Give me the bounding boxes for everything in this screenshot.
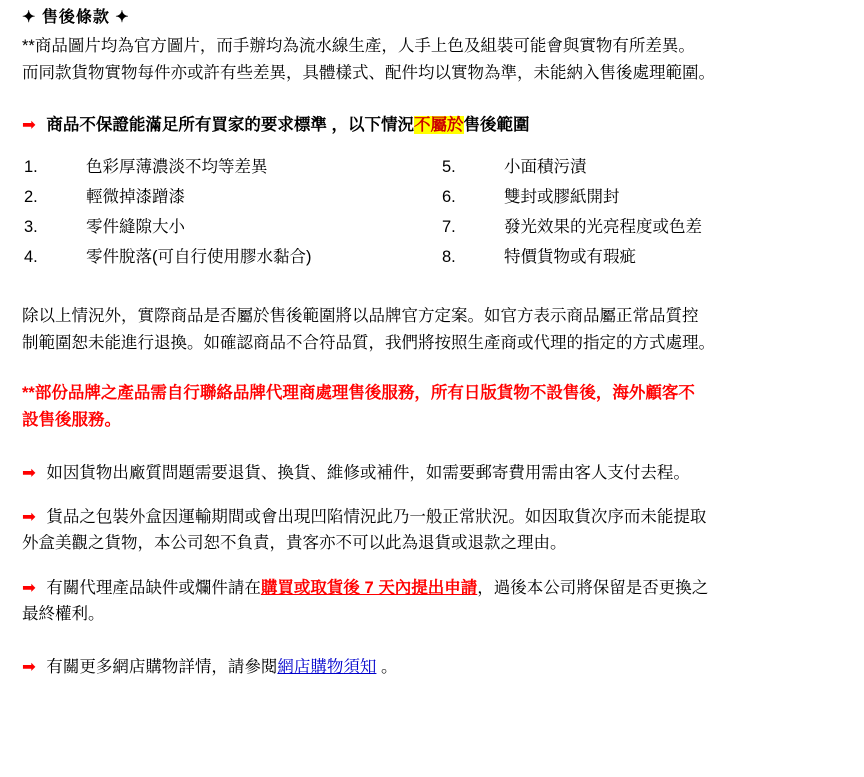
- list-item-number: 8.: [442, 247, 456, 266]
- list-item: [442, 243, 702, 273]
- page-title: ✦ 售後條款 ✦: [22, 9, 130, 26]
- list-item: [442, 213, 702, 243]
- list-item-number: 4.: [24, 247, 38, 266]
- list-item: [442, 183, 702, 213]
- arrow-icon: ➡: [22, 508, 36, 527]
- arrow-icon: ➡: [22, 657, 36, 676]
- scope-paragraph-line-1: 除以上情況外，實際商品是否屬於售後範圍將以品牌官方定案。如官方表示商品屬正常品質控: [22, 306, 699, 325]
- list-item-label: 特價貨物或有瑕疵: [504, 247, 636, 266]
- aftersales-terms-document: [0, 4, 864, 777]
- bullet-missing-parts-line-2: 最終權利。: [22, 605, 105, 624]
- list-item-label: 小面積污漬: [504, 157, 587, 176]
- list-item-number: 7.: [442, 217, 456, 236]
- list-item: [24, 183, 312, 213]
- scope-paragraph-line-2: 制範圍恕未能進行退換。如確認商品不合符品質，我們將按照生產商或代理的指定的方式處理。: [22, 333, 715, 352]
- shop-guide-link[interactable]: 網店購物須知: [277, 657, 377, 676]
- intro-line-1: **商品圖片均為官方圖片，而手辦均為流水線生產，人手上色及組裝可能會與實物有所差異。: [22, 37, 695, 55]
- list-item: [442, 153, 702, 183]
- list-item-number: 2.: [24, 187, 38, 206]
- list-item-label: 零件脫落(可自行使用膠水黏合): [86, 247, 312, 266]
- bullet-shipping-fee-text: 如因貨物出廠質問題需要退貨、換貨、維修或補件，如需要郵寄費用需由客人支付去程。: [46, 463, 690, 482]
- red-notice-line-1: **部份品牌之產品需自行聯絡品牌代理商處理售後服務，所有日版貨物不設售後，海外顧客不: [22, 384, 695, 403]
- bullet-missing-parts-text-before: 有關代理產品缺件或爛件請在: [46, 578, 261, 597]
- scope-notice: [22, 112, 834, 138]
- list-item: [24, 243, 312, 273]
- list-item-label: 發光效果的光亮程度或色差: [504, 217, 702, 236]
- scope-notice-text-before: 商品不保證能滿足所有買家的要求標準 ，以下情況: [46, 116, 415, 135]
- bullet-more-info-text-before: 有關更多網店購物詳情，請參閱: [46, 657, 278, 676]
- list-item-label: 零件縫隙大小: [86, 217, 185, 236]
- bullet-missing-parts: [22, 575, 834, 628]
- list-item-number: 5.: [442, 157, 456, 176]
- list-item-label: 輕微掉漆蹭漆: [86, 187, 185, 206]
- list-item-number: 6.: [442, 187, 456, 206]
- list-item: [24, 213, 312, 243]
- exclusion-list-left-column: [24, 153, 312, 273]
- exclusion-list-right-column: [442, 153, 702, 273]
- scope-notice-text-after: 售後範圍: [463, 116, 530, 135]
- bullet-packaging-dent-line-2: 外盒美觀之貨物，本公司恕不負責，貴客亦不可以此為退貨或退款之理由。: [22, 534, 567, 553]
- exclusion-list: [0, 153, 820, 271]
- list-item: [24, 153, 312, 183]
- bullet-more-info: [22, 654, 834, 680]
- intro-paragraph: [22, 33, 832, 86]
- list-item-label: 色彩厚薄濃淡不均等差異: [86, 157, 268, 176]
- intro-line-2: 而同款貨物實物每件亦或許有些差異，具體樣式、配件均以實物為準，未能納入售後處理範圍。: [22, 63, 715, 82]
- bullet-missing-parts-text-after: ，過後本公司將保留是否更換之: [477, 578, 709, 597]
- bullet-missing-parts-emphasis: 購買或取貨後 7 天內提出申請: [260, 578, 478, 597]
- bullet-more-info-text-after: 。: [376, 657, 398, 676]
- scope-paragraph: [22, 303, 832, 356]
- list-item-number: 1.: [24, 157, 38, 176]
- scope-notice-highlight: 不屬於: [414, 116, 464, 135]
- list-item-label: 雙封或膠紙開封: [504, 187, 620, 206]
- arrow-icon: ➡: [22, 116, 36, 135]
- red-notice-line-2: 設售後服務。: [22, 410, 121, 429]
- list-item-number: 3.: [24, 217, 38, 236]
- arrow-icon: ➡: [22, 463, 36, 482]
- red-notice: [22, 380, 832, 433]
- bullet-shipping-fee: [22, 460, 834, 486]
- bullet-packaging-dent: [22, 504, 834, 557]
- arrow-icon: ➡: [22, 578, 36, 597]
- bullet-packaging-dent-line-1: 貨品之包裝外盒因運輸期間或會出現凹陷情況此乃一般正常狀況。如因取貨次序而未能提取: [46, 508, 707, 527]
